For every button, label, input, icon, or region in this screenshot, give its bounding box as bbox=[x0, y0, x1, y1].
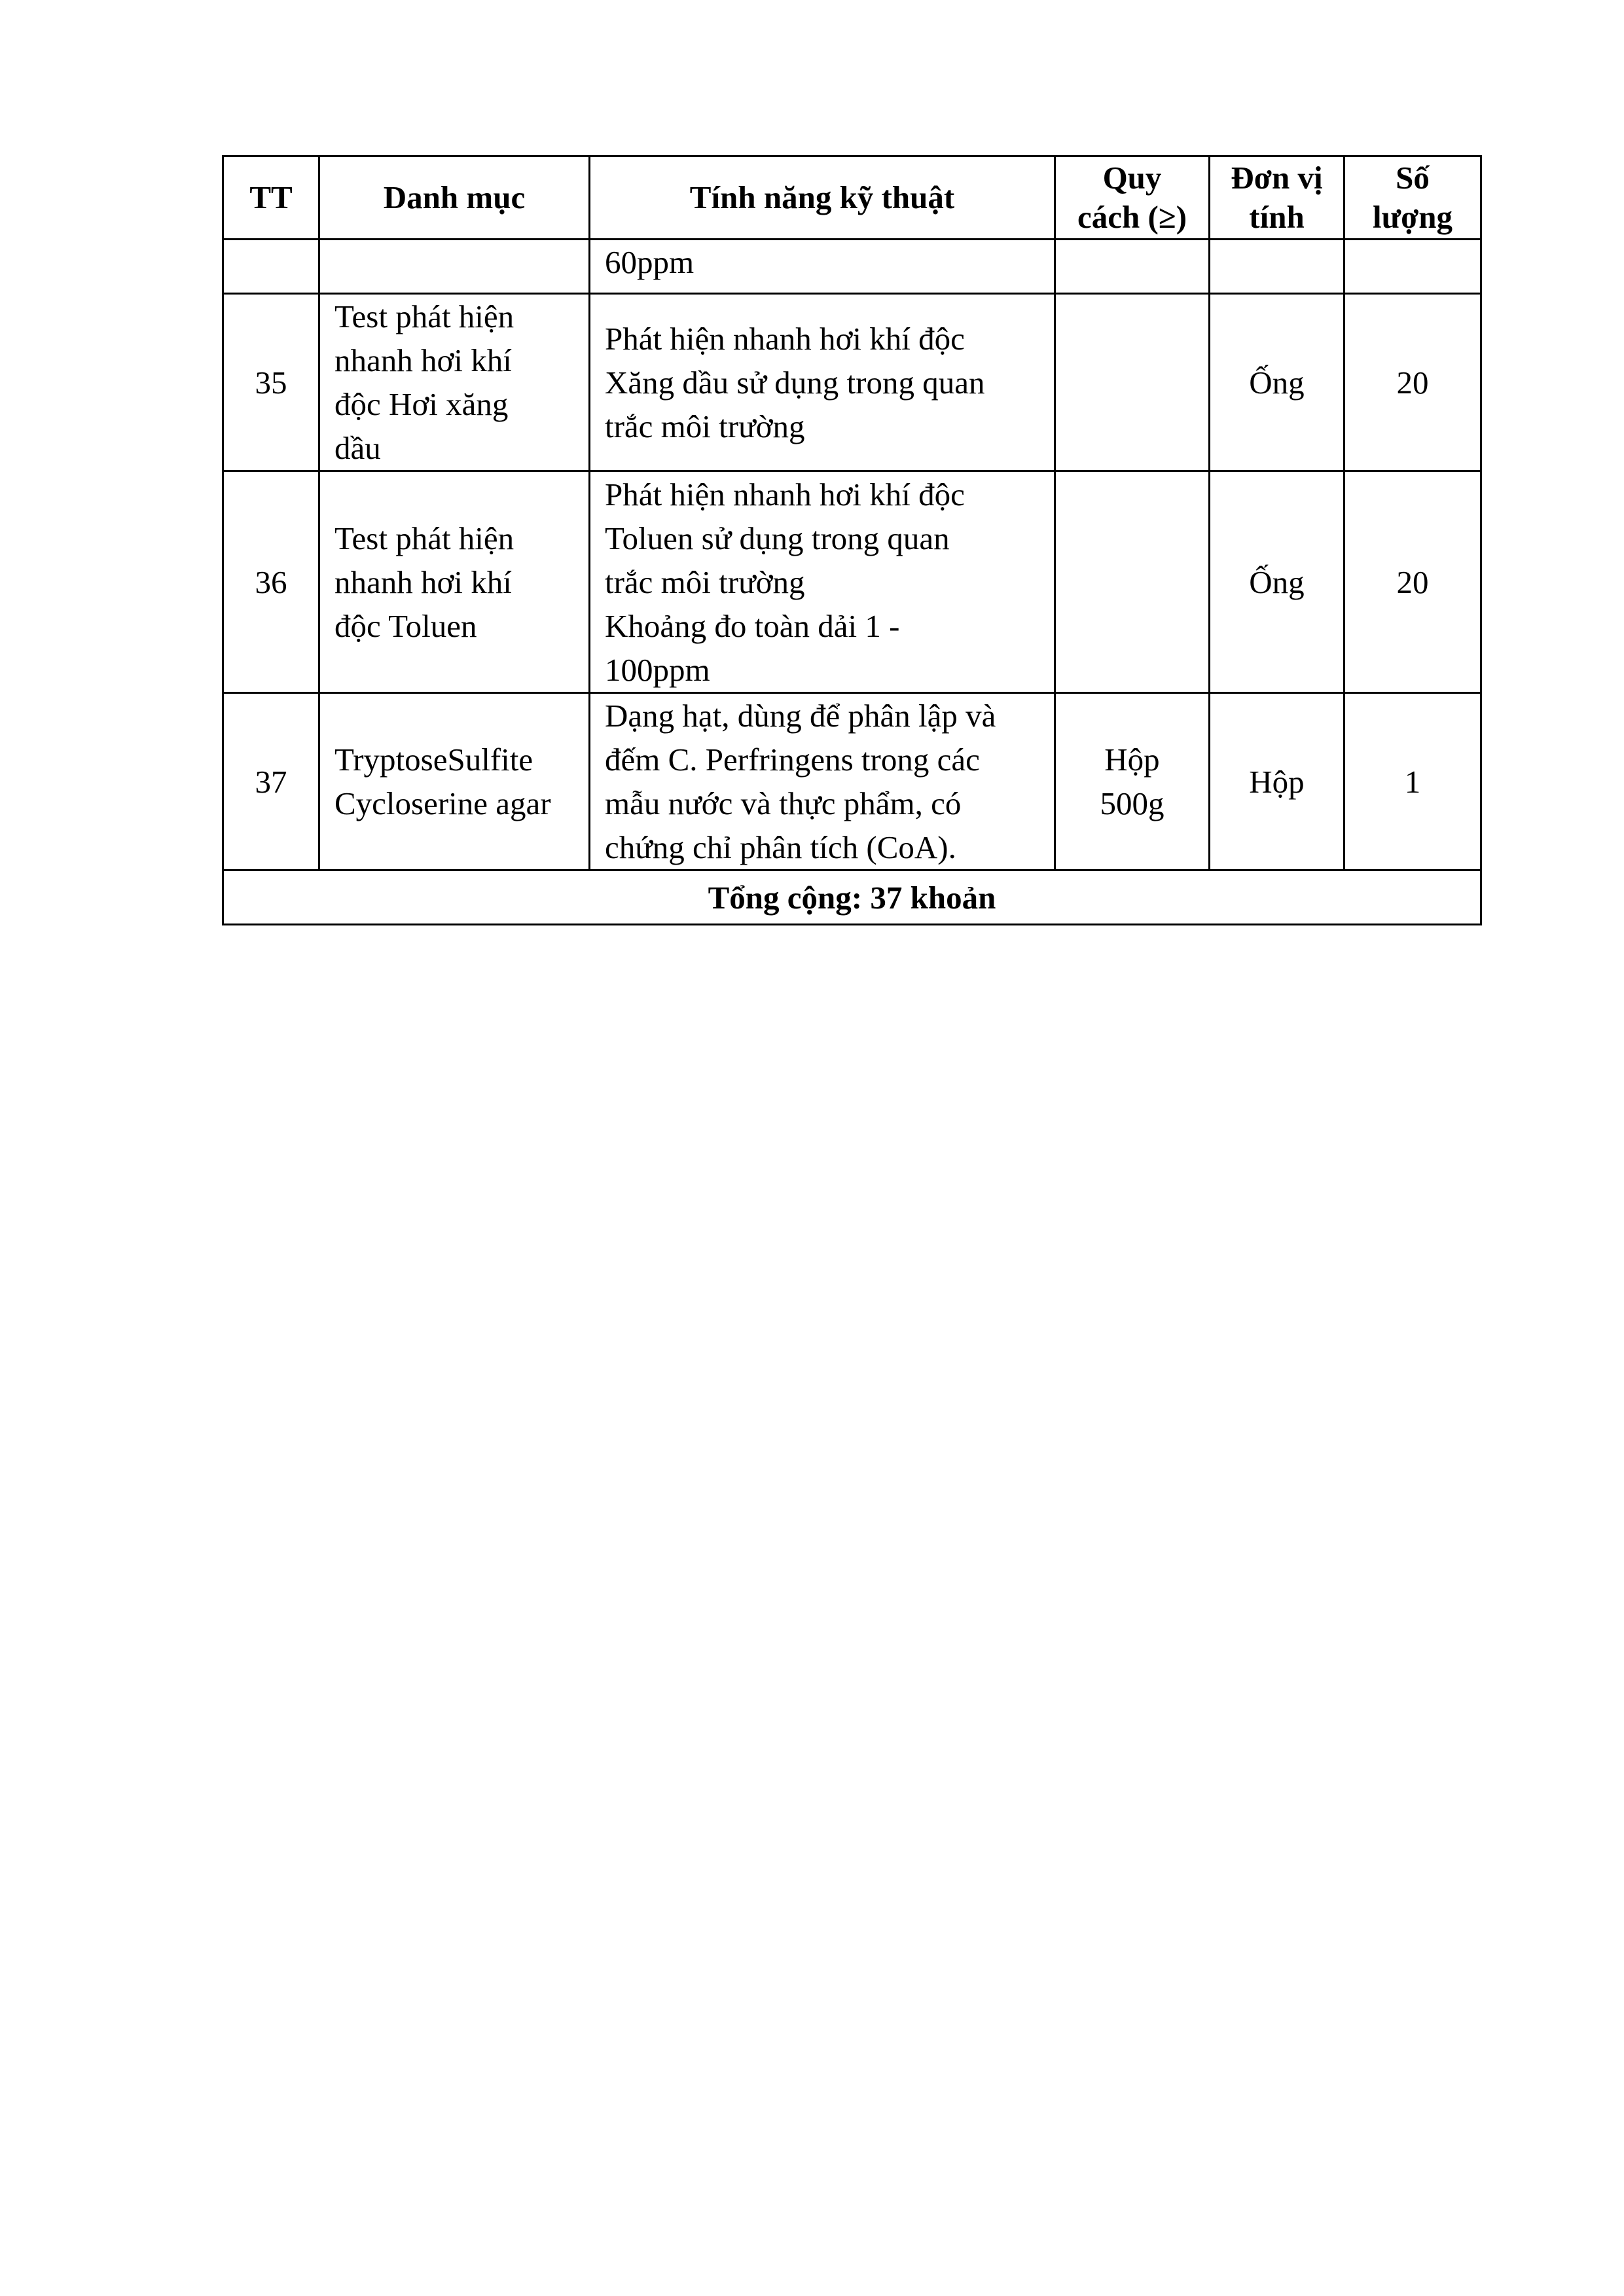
cell-danh-muc: Test phát hiện nhanh hơi khí độc Toluen bbox=[319, 471, 590, 693]
cell-so-luong bbox=[1344, 240, 1481, 294]
header-danh-muc: Danh mục bbox=[319, 156, 590, 240]
total-label: Tổng cộng: 37 khoản bbox=[708, 879, 996, 916]
table-row bbox=[223, 240, 1481, 294]
cell-so-luong: 1 bbox=[1344, 693, 1481, 870]
table-row bbox=[223, 471, 1481, 693]
cell-tt: 37 bbox=[223, 693, 319, 870]
cell-quy-cach bbox=[1055, 240, 1210, 294]
cell-so-luong: 20 bbox=[1344, 471, 1481, 693]
cell-tinh-nang: Dạng hạt, dùng để phân lập và đếm C. Perfringens trong các mẫu nước và thực phẩm, có chứng chỉ phân tích (CoA). bbox=[590, 693, 1055, 870]
cell-tt: 35 bbox=[223, 294, 319, 471]
cell-danh-muc: TryptoseSulfite Cycloserine agar bbox=[319, 693, 590, 870]
header-tinh-nang: Tính năng kỹ thuật bbox=[590, 156, 1055, 240]
cell-quy-cach: Hộp 500g bbox=[1055, 693, 1210, 870]
total-cell bbox=[223, 870, 1481, 925]
table-header-row bbox=[223, 156, 1481, 240]
table-row bbox=[223, 693, 1481, 870]
header-don-vi: Đơn vị tính bbox=[1210, 156, 1344, 240]
header-tt: TT bbox=[223, 156, 319, 240]
cell-don-vi: Hộp bbox=[1210, 693, 1344, 870]
cell-don-vi: Ống bbox=[1210, 294, 1344, 471]
cell-don-vi bbox=[1210, 240, 1344, 294]
header-quy-cach: Quy cách (≥) bbox=[1055, 156, 1210, 240]
cell-so-luong: 20 bbox=[1344, 294, 1481, 471]
cell-tinh-nang: Phát hiện nhanh hơi khí độc Toluen sử dụng trong quan trắc môi trường Khoảng đo toàn dải 1 - 100ppm bbox=[590, 471, 1055, 693]
cell-danh-muc bbox=[319, 240, 590, 294]
equipment-spec-table bbox=[222, 155, 1482, 925]
cell-quy-cach bbox=[1055, 294, 1210, 471]
table-row bbox=[223, 294, 1481, 471]
cell-tt: 36 bbox=[223, 471, 319, 693]
cell-quy-cach bbox=[1055, 471, 1210, 693]
cell-tinh-nang: Phát hiện nhanh hơi khí độc Xăng dầu sử dụng trong quan trắc môi trường bbox=[590, 294, 1055, 471]
cell-danh-muc: Test phát hiện nhanh hơi khí độc Hơi xăng dầu bbox=[319, 294, 590, 471]
header-so-luong: Số lượng bbox=[1344, 156, 1481, 240]
table-total-row bbox=[223, 870, 1481, 925]
cell-don-vi: Ống bbox=[1210, 471, 1344, 693]
cell-tt bbox=[223, 240, 319, 294]
cell-tinh-nang: 60ppm bbox=[590, 240, 1055, 294]
